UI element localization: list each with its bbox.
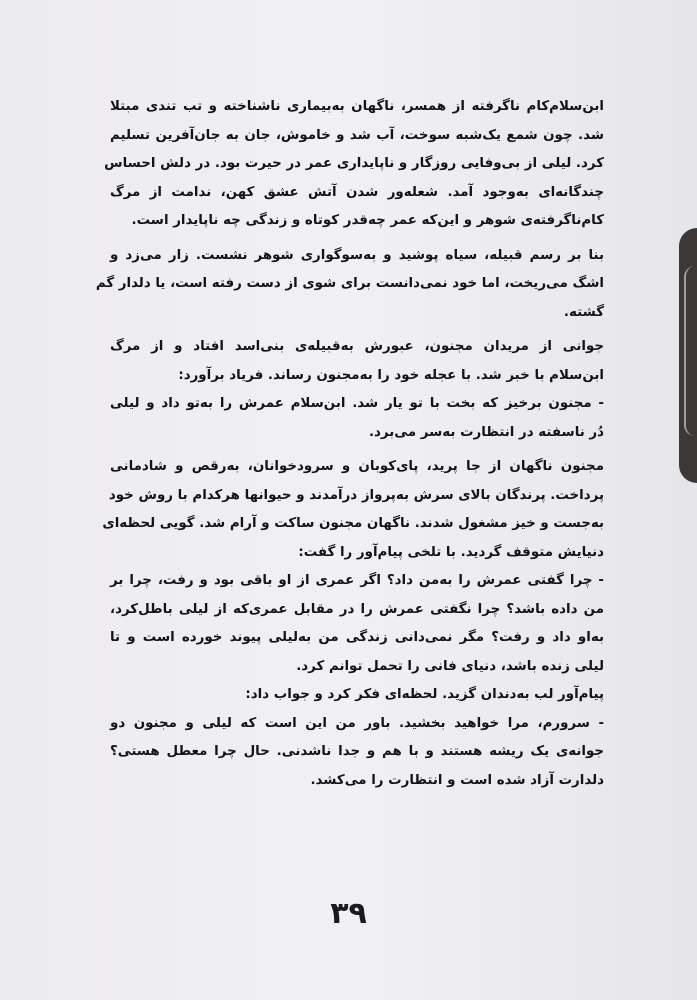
text-line: دنیایش متوقف گردید. با تلخی پیام‌آور را گفت: xyxy=(298,544,604,560)
text-line: پرداخت. پرندگان بالای سرش به‌پرواز درآمدند و حیوانها هرکدام با روش خود xyxy=(108,487,604,503)
text-line: اشگ می‌ریخت، اما خود نمی‌دانست برای شوی از دست رفته است، یا دلدار گم xyxy=(95,276,604,291)
text-line: چندگانه‌ای به‌وجود آمد. شعله‌ور شدن آتش عشق کهن، ندامت از مرگ xyxy=(110,184,604,200)
text-line: - چرا گفتی عمرش را به‌من داد؟ اگر عمری از او باقی بود و رفت، چرا بر xyxy=(110,573,604,588)
facing-page-illustration-edge xyxy=(679,228,697,483)
body-text xyxy=(95,93,604,795)
text-line: ابن‌سلام با خبر شد. با عجله خود را به‌مجنون رساند. فریاد برآورد: xyxy=(178,367,604,383)
text-line: پیام‌آور لب به‌دندان گزید. لحظه‌ای فکر کرد و جواب داد: xyxy=(245,687,604,702)
text-line: به‌او داد و رفت؟ مگر نمی‌دانی زندگی من به‌لیلی پیوند خورده است و تا xyxy=(110,630,604,645)
text-line: دلدارت آزاد شده است و انتظارت را می‌کشد. xyxy=(310,772,604,788)
text-line: مجنون ناگهان از جا پرید، پای‌کوبان و سرودخوانان، به‌رقص و شادمانی xyxy=(110,459,604,474)
text-line: کرد. لیلی از بی‌وفایی روزگار و ناپایداری عمر در حیرت بود. در دلش احساس xyxy=(104,156,604,171)
text-line: گشته. xyxy=(563,304,604,320)
page-number: ۳۹ xyxy=(330,896,367,931)
text-line: ابن‌سلام‌کام ناگرفته از همسر، ناگهان به‌بیماری ناشناخته و تب تندی مبتلا xyxy=(110,99,604,114)
text-line: لیلی زنده باشد، دنیای فانی را تحمل توانم کرد. xyxy=(296,658,604,674)
text-line: کام‌ناگرفته‌ی شوهر و این‌که عمر چه‌قدر کوتاه و زندگی چه ناپایدار است. xyxy=(131,213,604,228)
text-line: به‌جست و خیز مشغول شدند. ناگهان مجنون ساکت و آرام شد. گویی لحظه‌ای xyxy=(102,516,604,531)
text-line: من داده باشد؟ چرا نگفتی عمرش را در مقابل عمری‌که از لیلی باطل‌کرد، xyxy=(110,601,604,617)
text-line: دُر ناسفته در انتظارت به‌سر می‌برد. xyxy=(368,424,604,440)
text-line: بنا بر رسم قبیله، سیاه پوشید و به‌سوگواری شوهر نشست. زار می‌زد و xyxy=(110,247,604,263)
text-line: جوانه‌ی یک ریشه هستند و با هم و جدا ناشدنی. حال چرا معطل هستی؟ xyxy=(110,744,604,759)
text-line: جوانی از مریدان مجنون، عبورش به‌قبیله‌ی بنی‌اسد افتاد و از مرگ xyxy=(110,339,604,354)
text-line: - سرورم، مرا خواهید بخشید. باور من این است که لیلی و مجنون دو xyxy=(110,715,604,731)
text-line: - مجنون برخیز که بخت با تو یار شد. ابن‌سلام عمرش را به‌تو داد و لیلی xyxy=(110,396,604,411)
text-line: شد. چون شمع یک‌شبه سوخت، آب شد و خاموش، جان به جان‌آفرین تسلیم xyxy=(110,127,604,143)
